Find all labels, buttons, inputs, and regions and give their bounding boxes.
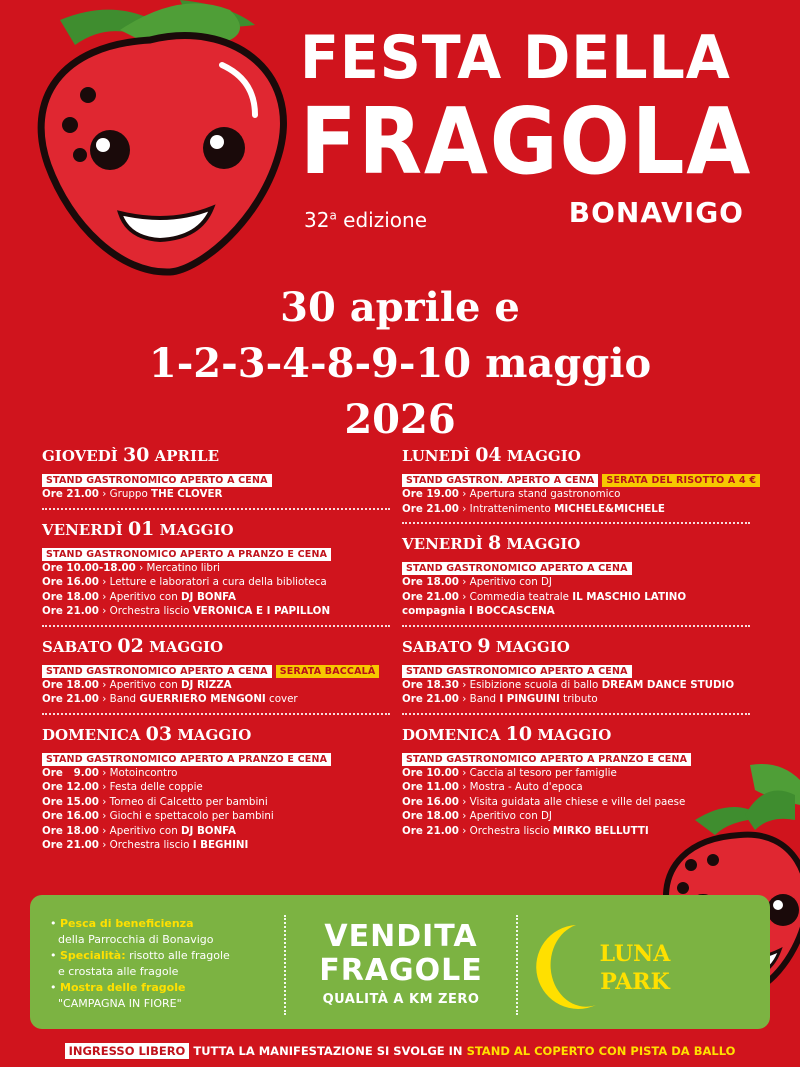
event-desc: Orchestra liscio (469, 824, 553, 837)
event-performer: MIRKO BELLUTTI (552, 824, 649, 837)
day-number: 9 (477, 634, 491, 657)
day-giovedi-30 (42, 444, 397, 510)
event-performer: IL MASCHIO LATINO (572, 590, 687, 603)
info-item: • Pesca di beneficienza (50, 917, 194, 930)
day-name: LUNEDÌ (402, 447, 476, 465)
event-desc: Festa delle coppie (109, 781, 203, 793)
stand-tag: STAND GASTRONOMICO APERTO A CENA (42, 474, 272, 487)
day-number: 10 (505, 722, 533, 745)
vendita-line3: QUALITÀ A KM ZERO (322, 992, 480, 1007)
day-sabato-02 (42, 635, 397, 715)
event-time: Ore 21.00 (402, 590, 459, 603)
info-highlight: Specialità: (60, 949, 126, 962)
event-time: Ore 21.00 (42, 839, 99, 851)
vendita-line2: FRAGOLE (319, 953, 483, 988)
day-number: 30 (122, 444, 150, 466)
footer-highlight: STAND AL COPERTO CON PISTA DA BALLO (466, 1044, 736, 1058)
schedule-right-column (402, 444, 757, 838)
day-month: MAGGIO (490, 637, 570, 656)
stand-tag: STAND GASTRONOMICO APERTO A CENA (402, 665, 632, 678)
edition-word: edizione (336, 208, 427, 232)
event-desc: Letture e laboratori a cura della biblioteca (109, 576, 327, 588)
day-lunedi-04 (402, 444, 757, 524)
special-evening-tag: SERATA BACCALÀ (276, 665, 380, 678)
event-desc: Commedia teatrale (469, 590, 573, 603)
event-desc: Mostra - Auto d'epoca (469, 781, 583, 793)
event-time: Ore 18.00 (402, 810, 459, 822)
day-number: 02 (117, 634, 144, 657)
event-time: Ore 18.30 (402, 678, 459, 691)
event-desc: Aperitivo con DJ (469, 810, 552, 822)
day-name: DOMENICA (402, 725, 506, 744)
event-row: Ore 21.00 › Orchestra liscio MIRKO BELLUTTI (402, 824, 649, 837)
stand-tag: STAND GASTRONOMICO APERTO A PRANZO E CENA (402, 753, 691, 766)
day-month: APRILE (149, 447, 220, 465)
edition (304, 208, 427, 232)
event-time: Ore 21.00 (42, 693, 99, 705)
event-desc: Torneo di Calcetto per bambini (109, 795, 268, 808)
event-time: Ore 19.00 (402, 488, 459, 500)
day-month: MAGGIO (143, 637, 224, 656)
event-performer: DJ RIZZA (181, 678, 232, 691)
event-desc: Intrattenimento (469, 502, 555, 515)
event-row: Ore 21.00 › Commedia teatrale IL MASCHIO LATINO (402, 590, 687, 603)
event-performer: THE CLOVER (151, 488, 223, 500)
event-row: Ore 19.00 › Apertura stand gastronomico (402, 488, 621, 500)
event-row: Ore 18.00 › Aperitivo con DJ (402, 810, 552, 822)
day-month: MAGGIO (501, 447, 581, 465)
event-time: Ore 9.00 (42, 766, 99, 779)
day-domenica-10 (402, 723, 757, 839)
footer-note (0, 1044, 800, 1058)
event-time: Ore 10.00-18.00 (42, 561, 136, 574)
day-name: SABATO (42, 637, 118, 656)
event-row: Ore 21.00 › Band GUERRIERO MENGONI cover (42, 693, 298, 705)
event-time: Ore 11.00 (402, 781, 459, 793)
dotted-divider (42, 713, 390, 715)
stand-tag: STAND GASTRON. APERTO A CENA (402, 474, 598, 487)
day-heading (402, 444, 757, 466)
event-performer: DJ BONFA (181, 590, 237, 603)
event-time: Ore 18.00 (42, 678, 99, 691)
day-sabato-9 (402, 635, 757, 715)
dotted-divider (402, 713, 750, 715)
event-row: Ore 21.00 › Intrattenimento MICHELE&MICHELE (402, 502, 665, 515)
event-row: Ore 21.00 › Orchestra liscio VERONICA E I PAPILLON (42, 605, 331, 617)
event-desc: Aperitivo con (109, 590, 181, 603)
event-desc: Band (469, 693, 500, 705)
event-time: Ore 21.00 (42, 605, 99, 617)
event-row: Ore 15.00 › Torneo di Calcetto per bambini (42, 795, 268, 808)
day-heading (42, 444, 397, 466)
dotted-divider (42, 625, 390, 627)
event-time: Ore 18.00 (42, 590, 99, 603)
info-text: della Parrocchia di Bonavigo (58, 933, 214, 946)
stand-tag: STAND GASTRONOMICO APERTO A CENA (402, 562, 632, 575)
event-desc: Esibizione scuola di ballo (469, 678, 602, 691)
day-heading (42, 635, 397, 657)
event-desc: Apertura stand gastronomico (469, 488, 621, 500)
event-time: Ore 10.00 (402, 766, 459, 779)
dates-line3: 2026 (344, 396, 456, 443)
event-performer: VERONICA E I PAPILLON (192, 605, 331, 617)
title-line1: FESTA DELLA (300, 23, 731, 93)
day-venerdi-8 (402, 532, 757, 627)
event-desc: Gruppo (109, 488, 152, 500)
event-row: Ore 16.00 › Giochi e spettacolo per bambini (42, 810, 274, 822)
day-heading (402, 723, 757, 745)
event-time: Ore 16.00 (402, 795, 459, 808)
event-performer: I PINGUINI (499, 693, 560, 705)
day-venerdi-01 (42, 518, 397, 627)
event-time: Ore 21.00 (402, 502, 459, 515)
info-item: • Specialità: risotto alle fragole (50, 949, 230, 962)
vendita-fragole-block (286, 920, 516, 1007)
event-row: Ore 21.00 › Gruppo THE CLOVER (42, 488, 223, 500)
dates-line2: 1-2-3-4-8-9-10 maggio (148, 340, 652, 387)
event-desc: Caccia al tesoro per famiglie (469, 766, 617, 779)
event-time: Ore 16.00 (42, 810, 99, 822)
event-desc-suffix: cover (265, 693, 298, 705)
event-row: Ore 21.00 › Band I PINGUINI tributo (402, 693, 598, 705)
day-number: 03 (145, 722, 173, 745)
info-text: e crostata alle fragole (58, 965, 179, 978)
event-time: Ore 12.00 (42, 781, 99, 793)
day-month: MAGGIO (154, 520, 234, 539)
event-desc: Aperitivo con (109, 678, 181, 691)
day-month: MAGGIO (501, 535, 581, 553)
strawberry-mascot-icon (0, 0, 300, 285)
event-row: Ore 18.30 › Esibizione scuola di ballo DREAM DANCE STUDIO (402, 678, 735, 691)
event-time: Ore 16.00 (42, 576, 99, 588)
info-text: risotto alle fragole (125, 949, 230, 962)
info-text: "CAMPAGNA IN FIORE" (58, 997, 182, 1010)
event-time: Ore 21.00 (402, 693, 459, 705)
event-row: Ore 9.00 › Motoincontro (42, 766, 178, 779)
event-time: Ore 21.00 (42, 488, 99, 500)
free-entry-badge: INGRESSO LIBERO (65, 1043, 190, 1059)
event-row: Ore 12.00 › Festa delle coppie (42, 781, 203, 793)
event-desc: Giochi e spettacolo per bambini (109, 810, 274, 822)
info-list (50, 916, 280, 1012)
day-domenica-03 (42, 723, 397, 853)
luna-line1: LUNA (599, 941, 671, 967)
title-line2: FRAGOLA (300, 88, 753, 195)
event-time: Ore 15.00 (42, 795, 99, 808)
event-desc: Aperitivo con (109, 824, 181, 837)
luna-park (590, 940, 680, 996)
event-desc: Mercatino libri (146, 561, 221, 574)
event-time: Ore 21.00 (402, 824, 459, 837)
event-row: Ore 10.00 › Caccia al tesoro per famiglie (402, 766, 617, 779)
day-heading (402, 532, 757, 554)
footer-text: TUTTA LA MANIFESTAZIONE SI SVOLGE IN (189, 1044, 467, 1058)
day-heading (402, 635, 757, 657)
event-time: Ore 18.00 (42, 824, 99, 837)
info-highlight: Pesca di beneficienza (60, 917, 194, 930)
event-row: Ore 18.00 › Aperitivo con DJ BONFA (42, 824, 237, 837)
day-number: 04 (475, 444, 502, 466)
event-desc: Aperitivo con DJ (469, 576, 552, 588)
day-number: 8 (487, 532, 502, 554)
town-name: BONAVIGO (568, 196, 744, 229)
day-name: SABATO (402, 637, 478, 656)
vendita-line1: VENDITA (324, 919, 478, 954)
dotted-divider (402, 625, 750, 627)
dates-line1: 30 aprile e (280, 284, 520, 331)
event-desc: Visita guidata alle chiese e ville del paese (469, 795, 686, 808)
day-name: DOMENICA (42, 725, 146, 744)
event-performer: DREAM DANCE STUDIO (601, 678, 735, 691)
event-performer: GUERRIERO MENGONI (139, 693, 266, 705)
event-row: Ore 11.00 › Mostra - Auto d'epoca (402, 781, 583, 793)
event-performer: DJ BONFA (181, 824, 237, 837)
event-time: Ore 18.00 (402, 576, 459, 588)
dotted-divider (42, 508, 390, 510)
event-row: Ore 16.00 › Visita guidata alle chiese e ville del paese (402, 795, 686, 808)
luna-line2: PARK (600, 969, 670, 995)
event-row: Ore 18.00 › Aperitivo con DJ RIZZA (42, 678, 232, 691)
event-desc: Orchestra liscio (109, 839, 193, 851)
schedule-left-column (42, 444, 397, 853)
event-desc-suffix: tributo (559, 693, 598, 705)
day-name: VENERDÌ (42, 520, 128, 539)
event-performer: I BEGHINI (192, 839, 249, 851)
event-row: Ore 18.00 › Aperitivo con DJ (402, 576, 552, 588)
event-desc: Motoincontro (109, 766, 178, 779)
event-extra-line: compagnia I BOCCASCENA (402, 605, 555, 617)
info-highlight: Mostra delle fragole (60, 981, 186, 994)
event-dates (0, 280, 800, 448)
event-desc: Band (109, 693, 140, 705)
day-name: GIOVEDÌ (42, 447, 123, 465)
special-evening-tag: SERATA DEL RISOTTO A 4 € (602, 474, 760, 487)
event-desc: Orchestra liscio (109, 605, 193, 617)
day-number: 01 (127, 517, 155, 540)
dotted-divider (402, 522, 750, 524)
event-performer: MICHELE&MICHELE (554, 502, 665, 515)
day-name: VENERDÌ (402, 535, 488, 553)
day-month: MAGGIO (532, 725, 612, 744)
edition-sup: a (329, 208, 337, 223)
edition-number: 32 (304, 208, 330, 232)
stand-tag: STAND GASTRONOMICO APERTO A PRANZO E CENA (42, 753, 331, 766)
dotted-vertical-divider (516, 915, 518, 1015)
event-row: Ore 16.00 › Letture e laboratori a cura della biblioteca (42, 576, 327, 588)
day-heading (42, 518, 397, 540)
event-row: Ore 18.00 › Aperitivo con DJ BONFA (42, 590, 237, 603)
day-month: MAGGIO (172, 725, 252, 744)
day-heading (42, 723, 397, 745)
stand-tag: STAND GASTRONOMICO APERTO A CENA (42, 665, 272, 678)
event-row: Ore 10.00-18.00 › Mercatino libri (42, 561, 221, 574)
info-item: • Mostra delle fragole (50, 981, 186, 994)
stand-tag: STAND GASTRONOMICO APERTO A PRANZO E CENA (42, 548, 331, 561)
event-row: Ore 21.00 › Orchestra liscio I BEGHINI (42, 839, 249, 851)
